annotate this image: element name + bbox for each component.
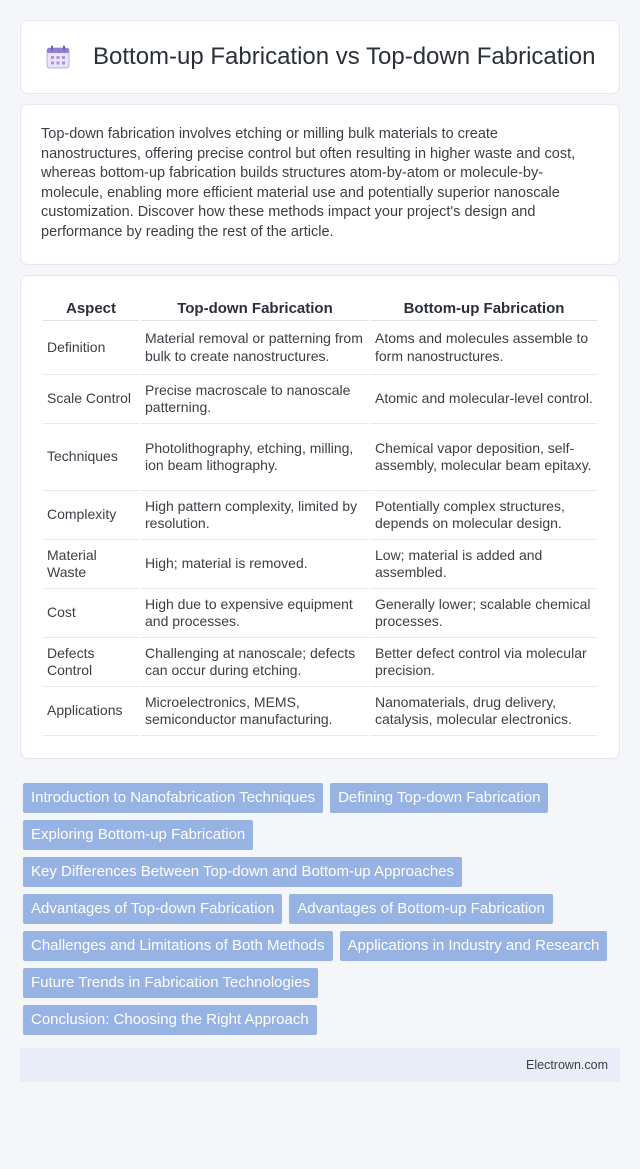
table-header-row [43, 288, 597, 321]
row-top-down: Challenging at nanoscale; defects can occur during etching. [141, 638, 369, 687]
row-aspect: Applications [43, 687, 139, 736]
row-aspect: Scale Control [43, 375, 139, 424]
row-top-down: High; material is removed. [141, 540, 369, 589]
link-future-trends[interactable]: Future Trends in Fabrication Technologies [23, 968, 318, 998]
link-challenges[interactable]: Challenges and Limitations of Both Methods [23, 931, 333, 961]
row-top-down: Microelectronics, MEMS, semiconductor manufacturing. [141, 687, 369, 736]
table-row [43, 540, 597, 589]
row-bottom-up: Atoms and molecules assemble to form nanostructures. [371, 321, 597, 375]
table-row [43, 638, 597, 687]
link-defining-top-down[interactable]: Defining Top-down Fabrication [330, 783, 548, 813]
link-advantages-bottom-up[interactable]: Advantages of Bottom-up Fabrication [289, 894, 553, 924]
comparison-table-card [20, 275, 620, 759]
table-row [43, 589, 597, 638]
calendar-grid-icon [45, 44, 71, 70]
row-bottom-up: Potentially complex structures, depends on molecular design. [371, 491, 597, 540]
related-links [20, 783, 610, 1035]
row-bottom-up: Chemical vapor deposition, self-assembly, molecular beam epitaxy. [371, 424, 597, 491]
row-bottom-up: Better defect control via molecular precision. [371, 638, 597, 687]
title-card [20, 20, 620, 94]
header-bottom-up: Bottom-up Fabrication [371, 288, 597, 321]
intro-card [20, 104, 620, 265]
link-applications[interactable]: Applications in Industry and Research [340, 931, 608, 961]
row-aspect: Definition [43, 321, 139, 375]
row-top-down: Photolithography, etching, milling, ion beam lithography. [141, 424, 369, 491]
row-aspect: Defects Control [43, 638, 139, 687]
table-row [43, 321, 597, 375]
intro-text: Top-down fabrication involves etching or milling bulk materials to create nanostructures, offering precise control but often resulting in higher waste and cost, whereas bottom-up fabrication builds structures atom-by-atom or molecule-by-molecule, enabling more efficient material use and potentially superior nanoscale customization. Discover how these methods impact your project's design and performance by reading the rest of the article. [41, 126, 576, 240]
link-introduction[interactable]: Introduction to Nanofabrication Techniques [23, 783, 323, 813]
row-top-down: Material removal or patterning from bulk to create nanostructures. [141, 321, 369, 375]
table-row [43, 491, 597, 540]
link-conclusion[interactable]: Conclusion: Choosing the Right Approach [23, 1005, 317, 1035]
row-top-down: Precise macroscale to nanoscale patterning. [141, 375, 369, 424]
table-row [43, 375, 597, 424]
row-bottom-up: Low; material is added and assembled. [371, 540, 597, 589]
link-advantages-top-down[interactable]: Advantages of Top-down Fabrication [23, 894, 282, 924]
row-bottom-up: Generally lower; scalable chemical processes. [371, 589, 597, 638]
link-key-differences[interactable]: Key Differences Between Top-down and Bottom-up Approaches [23, 857, 462, 887]
row-aspect: Complexity [43, 491, 139, 540]
footer-site: Electrown.com [526, 1058, 608, 1072]
row-aspect: Techniques [43, 424, 139, 491]
row-bottom-up: Atomic and molecular-level control. [371, 375, 597, 424]
table-row [43, 424, 597, 491]
comparison-table [41, 288, 599, 736]
table-row [43, 687, 597, 736]
row-aspect: Cost [43, 589, 139, 638]
link-exploring-bottom-up[interactable]: Exploring Bottom-up Fabrication [23, 820, 253, 850]
row-aspect: Material Waste [43, 540, 139, 589]
row-top-down: High pattern complexity, limited by resolution. [141, 491, 369, 540]
row-bottom-up: Nanomaterials, drug delivery, catalysis, molecular electronics. [371, 687, 597, 736]
footer [20, 1048, 620, 1082]
header-aspect: Aspect [43, 288, 139, 321]
page-title: Bottom-up Fabrication vs Top-down Fabrication [93, 43, 596, 70]
header-top-down: Top-down Fabrication [141, 288, 369, 321]
row-top-down: High due to expensive equipment and processes. [141, 589, 369, 638]
